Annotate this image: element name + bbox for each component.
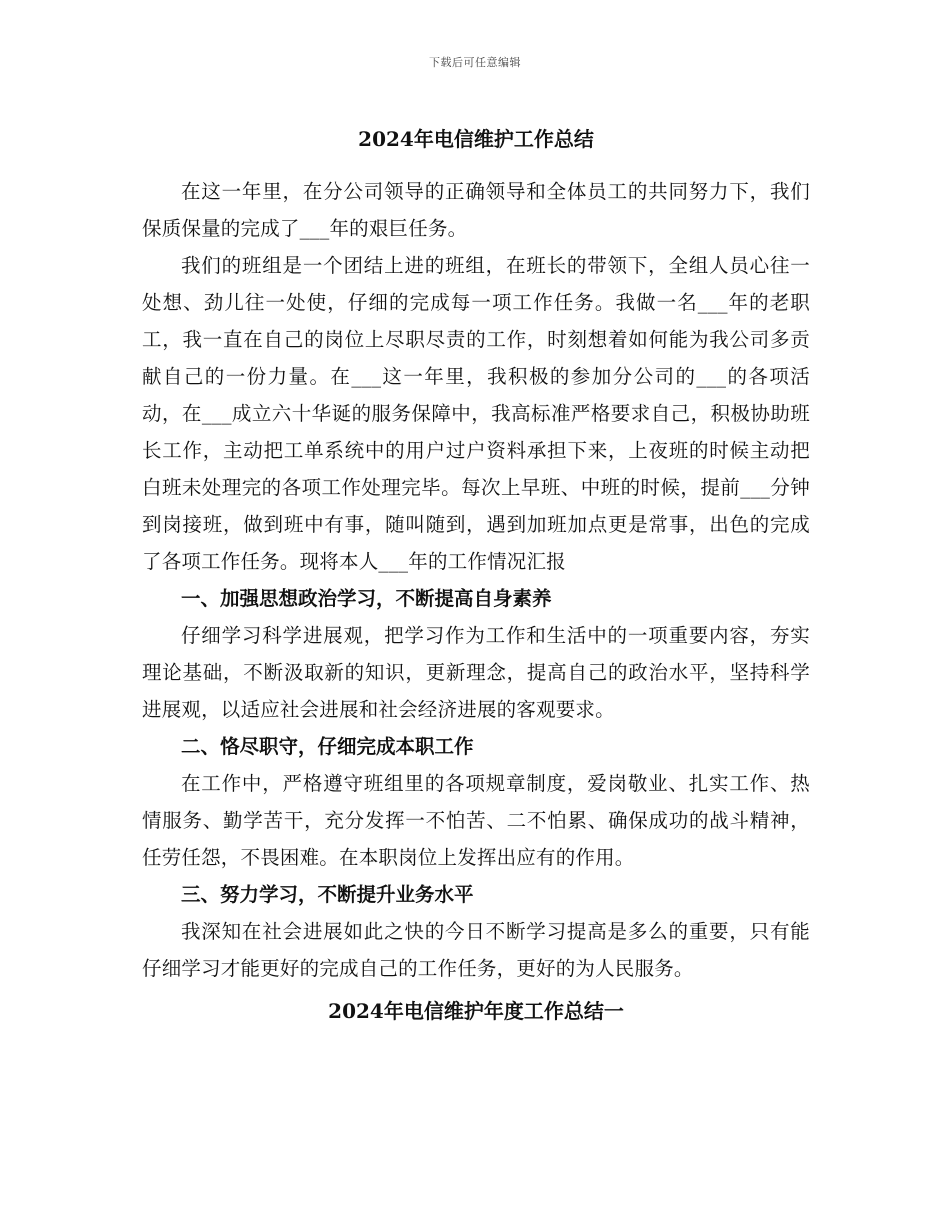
section-heading-1: 一、加强思想政治学习，不断提高自身素养 (181, 587, 552, 610)
paragraph-team: 我们的班组是一个团结上进的班组，在班长的带领下，全组人员心往一处想、劲儿往一处使，仔细的完成每一项工作任务。我做一名___年的老职工，我一直在自己的岗位上尽职尽责的工作，时刻想着如何能为我公司多贡献自己的一份力量。在___这一年里，我积极的参加分公司的___的各项活动，在___成立六十华诞的服务保障中，我高标准严格要求自己，积极协助班长工作，主动把工单系统中的用户过户资料承担下来，上夜班的时候主动把白班未处理完的各项工作处理完毕。每次上早班、中班的时候，提前___分钟到岗接班，做到班中有事，随叫随到，遇到加班加点更是常事，出色的完成了各项工作任务。现将本人___年的工作情况汇报 (142, 254, 810, 573)
section-heading-2: 二、恪尽职守，仔细完成本职工作 (181, 735, 474, 758)
next-document-title: 2024年电信维护年度工作总结一 (328, 999, 624, 1023)
document-title: 2024年电信维护工作总结 (358, 127, 594, 151)
header-note: 下载后可任意编辑 (429, 56, 521, 69)
paragraph-section-1: 仔细学习科学进展观，把学习作为工作和生活中的一项重要内容，夯实理论基础，不断汲取新的知识，更新理念，提高自己的政治水平，坚持科学进展观，以适应社会进展和社会经济进展的客观要求。 (142, 624, 810, 721)
document-body (142, 121, 810, 1030)
paragraph-section-2: 在工作中，严格遵守班组里的各项规章制度，爱岗敬业、扎实工作、热情服务、勤学苦干，充分发挥一不怕苦、二不怕累、确保成功的战斗精神，任劳任怨，不畏困难。在本职岗位上发挥出应有的作用。 (142, 772, 810, 869)
paragraph-section-3: 我深知在社会进展如此之快的今日不断学习提高是多么的重要，只有能仔细学习才能更好的完成自己的工作任务，更好的为人民服务。 (142, 920, 810, 980)
section-heading-3: 三、努力学习，不断提升业务水平 (181, 883, 474, 906)
paragraph-intro: 在这一年里，在分公司领导的正确领导和全体员工的共同努力下，我们保质保量的完成了___年的艰巨任务。 (142, 180, 810, 240)
